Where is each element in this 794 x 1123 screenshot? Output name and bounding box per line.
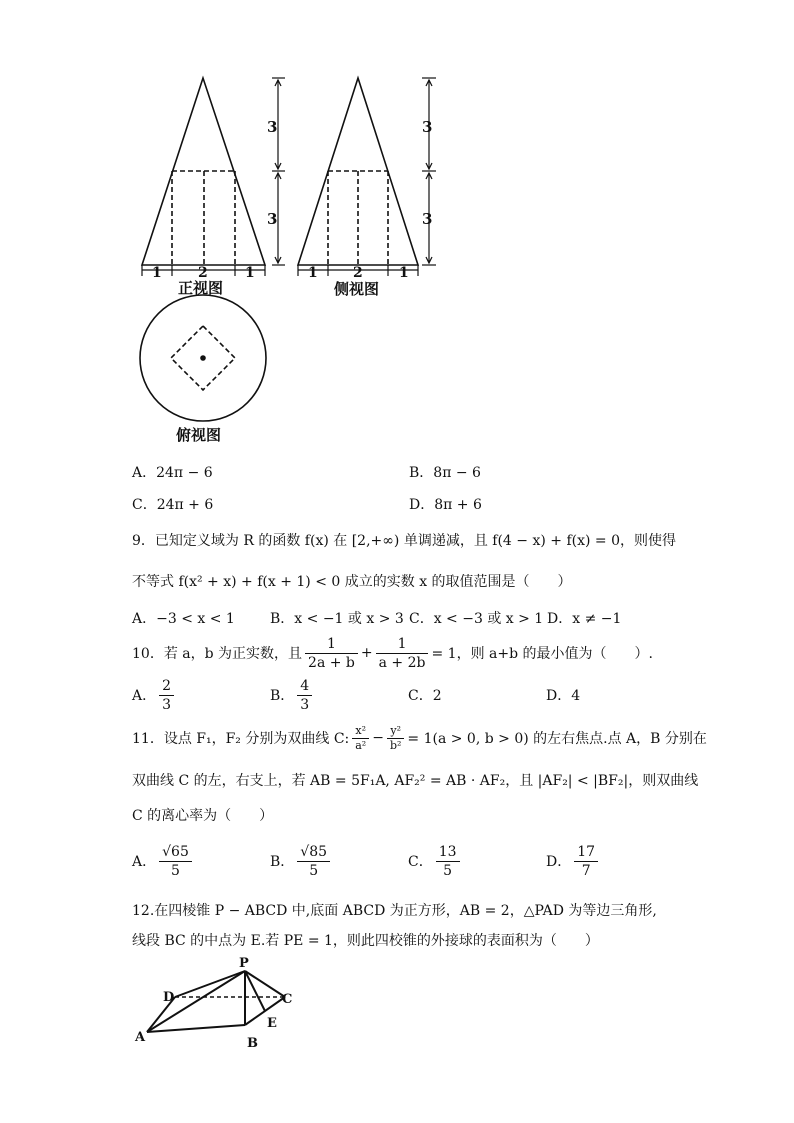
q9-stem-line1: 9．已知定义域为 R 的函数 f(x) 在 [2,+∞) 单调递减，且 f(4 − x) + f(x) = 0，则使得 — [132, 533, 676, 549]
side-dim-base-left: 1 — [308, 265, 318, 281]
q10-stem-post: = 1，则 a+b 的最小值为（ ）. — [431, 646, 653, 662]
dim-height-upper-side: 3 — [422, 118, 433, 136]
q11-b-den: 5 — [309, 862, 319, 879]
q11-d-den: 7 — [581, 862, 591, 879]
q10-b-num: 4 — [297, 677, 312, 696]
side-dimension-labels — [308, 265, 409, 281]
q10-option-b-label: B． — [270, 688, 295, 704]
q11-option-b-label: B． — [270, 854, 295, 870]
q10-option-a[interactable] — [132, 677, 270, 714]
q8-option-d[interactable]: D．8π + 6 — [409, 497, 482, 513]
q8-option-b[interactable]: B．8π − 6 — [409, 465, 481, 481]
q10-a-num: 2 — [159, 677, 174, 696]
q11-stem-line3: C 的离心率为（ ） — [132, 808, 274, 824]
q9-option-a[interactable]: A．−3 < x < 1 — [132, 611, 235, 627]
side-view — [298, 78, 418, 276]
three-view-figure — [120, 60, 460, 450]
q11-stem-line2: 双曲线 C 的左，右支上，若 AB = 5F₁A, AF₂² = AB · AF₂，且 |AF₂| < |BF₂|，则双曲线 — [132, 773, 699, 789]
label-d: D — [163, 990, 175, 1005]
side-dim-base-mid: 2 — [353, 265, 363, 281]
q11-a-num: √65 — [159, 843, 192, 862]
dim-height-upper-front: 3 — [267, 118, 278, 136]
label-a: A — [135, 1030, 146, 1045]
q9-option-c[interactable]: C．x < −3 或 x > 1 — [409, 611, 544, 627]
q9-option-d[interactable]: D．x ≠ −1 — [547, 611, 622, 627]
dim-height-lower-front: 3 — [267, 210, 278, 228]
top-view — [140, 295, 266, 421]
front-height-dimension — [272, 78, 285, 265]
dim-height-lower-side: 3 — [422, 210, 433, 228]
q11-option-c-label: C． — [408, 854, 433, 870]
q11-option-a-label: A． — [132, 854, 157, 870]
q10-option-a-label: A． — [132, 688, 157, 704]
dim-base-mid: 2 — [198, 265, 208, 281]
q10-option-d[interactable]: D．4 — [546, 688, 581, 704]
q10-option-c[interactable]: C．2 — [408, 688, 442, 704]
q10-f2-num: 1 — [376, 635, 429, 654]
q11-a-den: 5 — [171, 862, 180, 879]
side-height-dimension — [422, 78, 436, 265]
label-p: P — [239, 956, 249, 971]
q11-line1-post: = 1(a > 0, b > 0) 的左右焦点.点 A，B 分别在 — [407, 731, 707, 747]
side-view-caption: 侧视图 — [334, 280, 380, 298]
pyramid-figure — [125, 955, 325, 1055]
top-view-caption: 俯视图 — [176, 426, 222, 444]
q10-f1-den: 2a + b — [308, 654, 355, 671]
q11-d-num: 17 — [574, 843, 598, 862]
q10-f1-num: 1 — [305, 635, 358, 654]
edge-pa — [147, 971, 245, 1032]
q11-b-num: √85 — [297, 843, 330, 862]
q10-f2-den: a + 2b — [378, 654, 426, 671]
q9-stem-line2: 不等式 f(x² + x) + f(x + 1) < 0 成立的实数 x 的取值范围是（ ） — [132, 574, 572, 590]
q11-options — [132, 840, 612, 882]
q12-stem-line2: 线段 BC 的中点为 E.若 PE = 1，则此四校锥的外接球的表面积为（ ） — [132, 933, 599, 949]
dim-base-left: 1 — [152, 265, 162, 281]
q10-b-den: 3 — [300, 696, 310, 713]
q10-option-b[interactable] — [270, 677, 408, 714]
q11-stem-line1: 11．设点 F₁，F₂ 分别为双曲线 C: $\frac{\text{x²}}{\text{a²}}$ − $\frac{\text{y²}}{\text{b²}}$ = 1(a > 0, b > 0) 的左右焦点.点 A，B 分别在 — [132, 723, 707, 752]
q10-fraction-2 — [376, 635, 429, 672]
q11-option-d[interactable] — [546, 843, 612, 880]
q10-fraction-1 — [305, 635, 358, 672]
q11-c-num: 13 — [436, 843, 460, 862]
side-dim-base-right: 1 — [399, 265, 409, 281]
front-view-caption: 正视图 — [178, 279, 224, 297]
label-c: C — [282, 992, 293, 1007]
label-b: B — [247, 1036, 258, 1051]
q10-plus: + — [360, 645, 373, 661]
q12-stem-line1: 12.在四棱锥 P − ABCD 中,底面 ABCD 为正方形，AB = 2，△PAD 为等边三角形, — [132, 903, 657, 919]
q11-option-b[interactable] — [270, 843, 408, 880]
q11-x-num: x² — [352, 724, 369, 739]
q10-a-den: 3 — [162, 696, 172, 713]
q11-y-den: b² — [389, 738, 402, 752]
q10-stem — [132, 632, 653, 674]
q8-option-c[interactable]: C．24π + 6 — [132, 497, 214, 513]
edge-ab — [147, 1025, 245, 1032]
q11-option-a[interactable] — [132, 843, 270, 880]
label-e: E — [267, 1016, 277, 1031]
q8-option-a[interactable]: A．24π − 6 — [132, 465, 213, 481]
q11-y-num: y² — [387, 724, 404, 739]
q11-x-den: a² — [355, 738, 367, 752]
q10-stem-pre: 10．若 a，b 为正实数，且 — [132, 646, 303, 662]
q11-option-c[interactable] — [408, 843, 546, 880]
q11-line1-pre: 11．设点 F₁，F₂ 分别为双曲线 C: — [132, 731, 350, 747]
q11-option-d-label: D． — [546, 854, 572, 870]
dim-base-right: 1 — [245, 265, 255, 281]
q10-options — [132, 675, 612, 715]
front-view — [142, 78, 265, 276]
q11-c-den: 5 — [443, 862, 453, 879]
q9-option-b[interactable]: B．x < −1 或 x > 3 — [270, 611, 404, 627]
